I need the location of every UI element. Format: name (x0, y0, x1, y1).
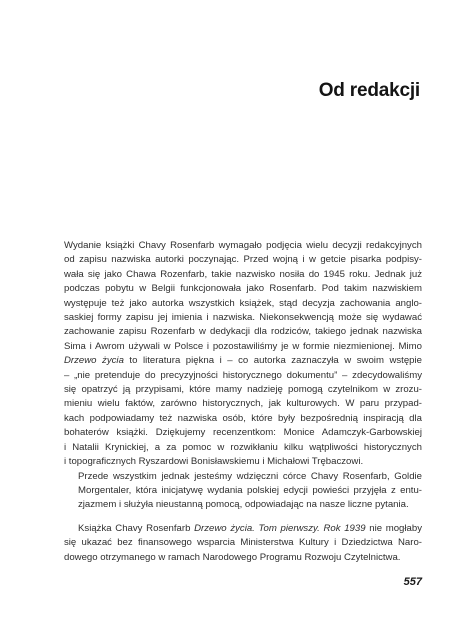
text-line: Przede wszystkim jednak jesteśmy wdzięczni córce Chavy Rosenfarb, Goldie (78, 470, 422, 482)
paragraph-3 (64, 522, 422, 565)
text-line: Książka Chavy Rosenfarb Drzewo życia. Tom pierwszy. Rok 1939 nie mogłaby (78, 522, 422, 534)
text-line: się ukazać bez finansowego wsparcia Ministerstwa Kultury i Dziedzictwa Naro- (64, 537, 422, 549)
text-line: bohaterów książki. Dziękujemy recenzentkom: Monice Adamczyk-Garbowskiej (64, 427, 422, 439)
editorial-text (64, 239, 422, 565)
text-line: od zapisu nazwiska autorki poczynając. Przed wojną i w getcie pisarka podpisy- (64, 254, 422, 266)
text-line: saskiej formy zapisu jej imienia i nazwiska. Niekonsekwencją może się wydawać (64, 312, 422, 324)
book-title-italic: Drzewo życia. Tom pierwszy. Rok 1939 (194, 522, 366, 534)
text-line: Drzewo życia to literatura piękna i – co autorka zaznaczyła w swoim wstępie (64, 355, 422, 367)
text-line: występuje też jako autorka wszystkich książek, stąd decyzja zachowania anglo- (64, 297, 422, 309)
paragraph-2 (64, 470, 422, 513)
text-line: kach podpowiadamy też nazwiska osób, które były bezpośrednią inspiracją dla (64, 412, 422, 424)
text-line: zjazmem i służyła nieustanną pomocą, odpowiadając na nasze liczne pytania. (78, 499, 409, 511)
text-line: i topograficznych Ryszardowi Bonisławskiemu i Michałowi Trębaczowi. (64, 456, 364, 468)
page-number: 557 (403, 576, 422, 588)
text-line: Sima i Awrom używali w Polsce i pozostawiliśmy je w formie niezmienionej. Mimo (64, 340, 422, 352)
text-line: wała się jako Chawa Rozenfarb, takie nazwisko nosiła do 1945 roku. Jednak już (64, 268, 422, 280)
paragraph-1 (64, 239, 422, 470)
text-line: zachowanie zapisu Rozenfarb w dedykacji dla rodziców, takiego jednak nazwiska (64, 326, 422, 338)
text-line: Wydanie książki Chavy Rosenfarb wymagało podjęcia wielu decyzji redakcyjnych (64, 240, 422, 251)
text-line: podczas pobytu w Belgii funkcjonowała jako Rosenfarb. Pod takim nazwiskiem (64, 283, 422, 295)
text-line: mieniu wielu faktów, zarówno historycznych, jak kulturowych. W paru przypad- (64, 398, 422, 410)
book-title-italic: Drzewo życia (64, 355, 124, 367)
text-line: się opatrzyć ją przypisami, które mamy nadzieję pomogą czytelnikom w zrozu- (64, 384, 422, 396)
page-title: Od redakcji (318, 80, 420, 101)
text-line: i Natalii Krynickiej, a za pomoc w rozwikłaniu kilku wątpliwości historycznych (64, 441, 422, 453)
text-line: Morgentaler, która inicjatywę wydania polskiej edycji powieści przyjęła z entu- (78, 484, 422, 496)
text-line: – „nie pretenduje do precyzyjności historycznego dokumentu” – zdecydowaliśmy (64, 369, 422, 381)
text-line: dowego otrzymanego w ramach Narodowego Programu Rozwoju Czytelnictwa. (64, 551, 401, 563)
